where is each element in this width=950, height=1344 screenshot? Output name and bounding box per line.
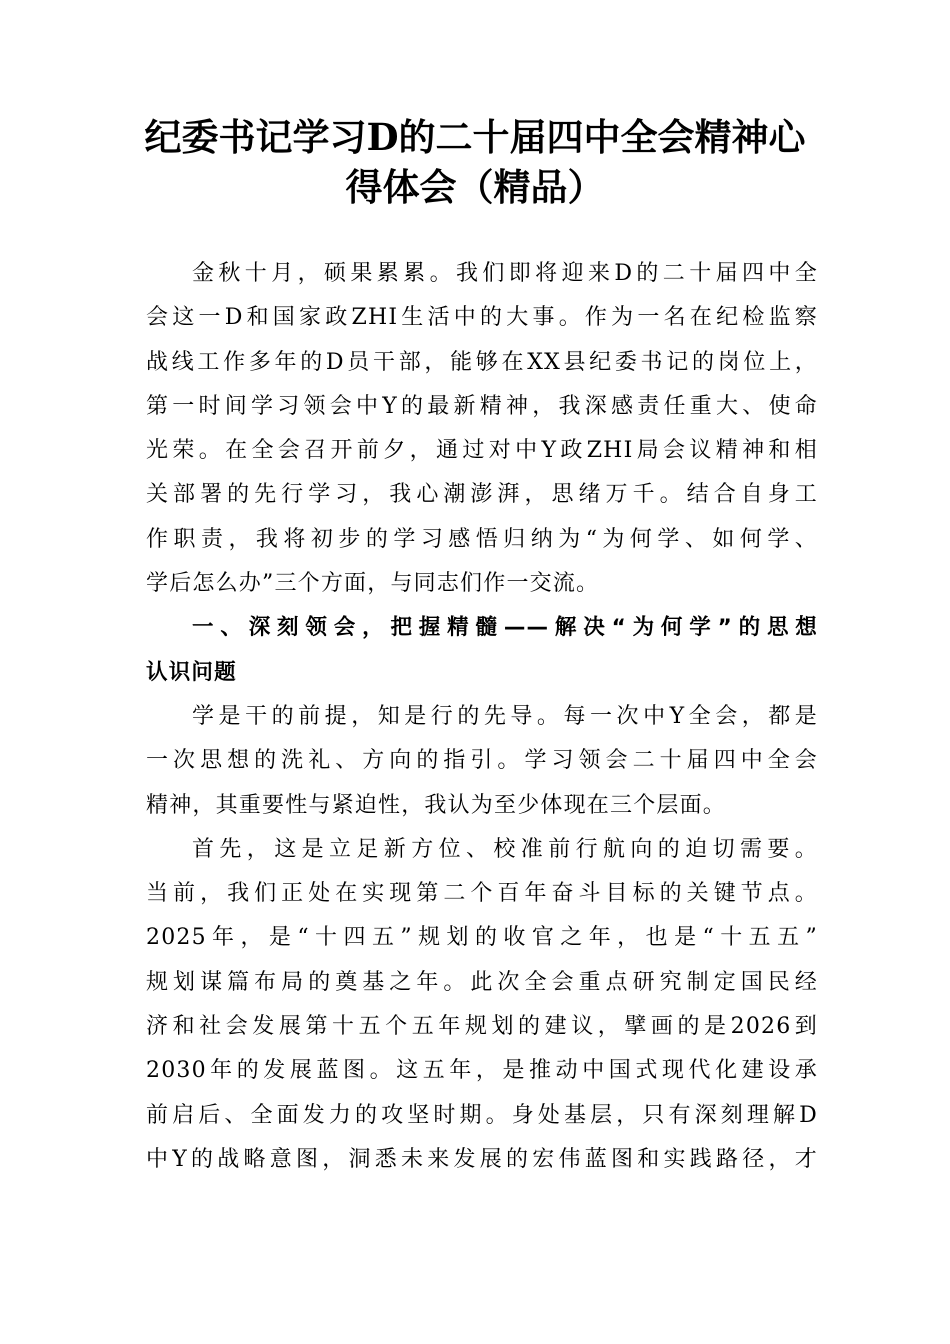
text-line: 金秋十月，硕果累累。我们即将迎来D的二十届四中全: [192, 261, 818, 286]
paragraph-intro: [146, 252, 818, 606]
text-line: 会这一D和国家政ZHI生活中的大事。作为一名在纪检监察: [146, 305, 818, 331]
text-line: 规划谋篇布局的奠基之年。此次全会重点研究制定国民经: [146, 969, 818, 995]
text-line: 2025年，是“十四五”规划的收官之年，也是“十五五”: [146, 925, 818, 951]
heading-line: 一、深刻领会，把握精髓——解决“为何学”的思想: [192, 615, 818, 641]
text-line: 中Y的战略意图，洞悉未来发展的宏伟蓝图和实践路径，才: [146, 1146, 818, 1172]
document-body: [146, 252, 818, 1182]
text-line: 济和社会发展第十五个五年规划的建议，擘画的是2026到: [146, 1014, 818, 1040]
text-line: 光荣。在全会召开前夕，通过对中Y政ZHI局会议精神和相: [146, 438, 818, 464]
text-line: 一次思想的洗礼、方向的指引。学习领会二十届四中全会: [146, 748, 818, 774]
text-line: 作职责，我将初步的学习感悟归纳为“为何学、如何学、: [146, 526, 818, 552]
text-line: 第一时间学习领会中Y的最新精神，我深感责任重大、使命: [146, 393, 818, 419]
title-line-2: 得体会（精品）: [345, 165, 605, 209]
text-line: 关部署的先行学习，我心潮澎湃，思绪万千。结合自身工: [146, 482, 818, 508]
text-line: 学后怎么办”三个方面，与同志们作一交流。: [146, 571, 600, 597]
heading-line: 认识问题: [146, 659, 237, 685]
text-line: 当前，我们正处在实现第二个百年奋斗目标的关键节点。: [146, 881, 818, 907]
section-heading-1: [146, 606, 818, 695]
paragraph-first-point: [146, 828, 818, 1182]
text-line: 首先，这是立足新方位、校准前行航向的迫切需要。: [192, 836, 818, 862]
title-line-1: 纪委书记学习D的二十届四中全会精神心: [144, 115, 806, 159]
text-line: 前启后、全面发力的攻坚时期。身处基层，只有深刻理解D: [146, 1102, 818, 1128]
document-title: [120, 112, 830, 212]
text-line: 精神，其重要性与紧迫性，我认为至少体现在三个层面。: [146, 792, 727, 818]
text-line: 学是干的前提，知是行的先导。每一次中Y全会，都是: [192, 703, 818, 729]
paragraph-why-learn: [146, 695, 818, 828]
text-line: 战线工作多年的D员干部，能够在XX县纪委书记的岗位上，: [146, 349, 818, 375]
text-line: 2030年的发展蓝图。这五年，是推动中国式现代化建设承: [146, 1058, 818, 1084]
